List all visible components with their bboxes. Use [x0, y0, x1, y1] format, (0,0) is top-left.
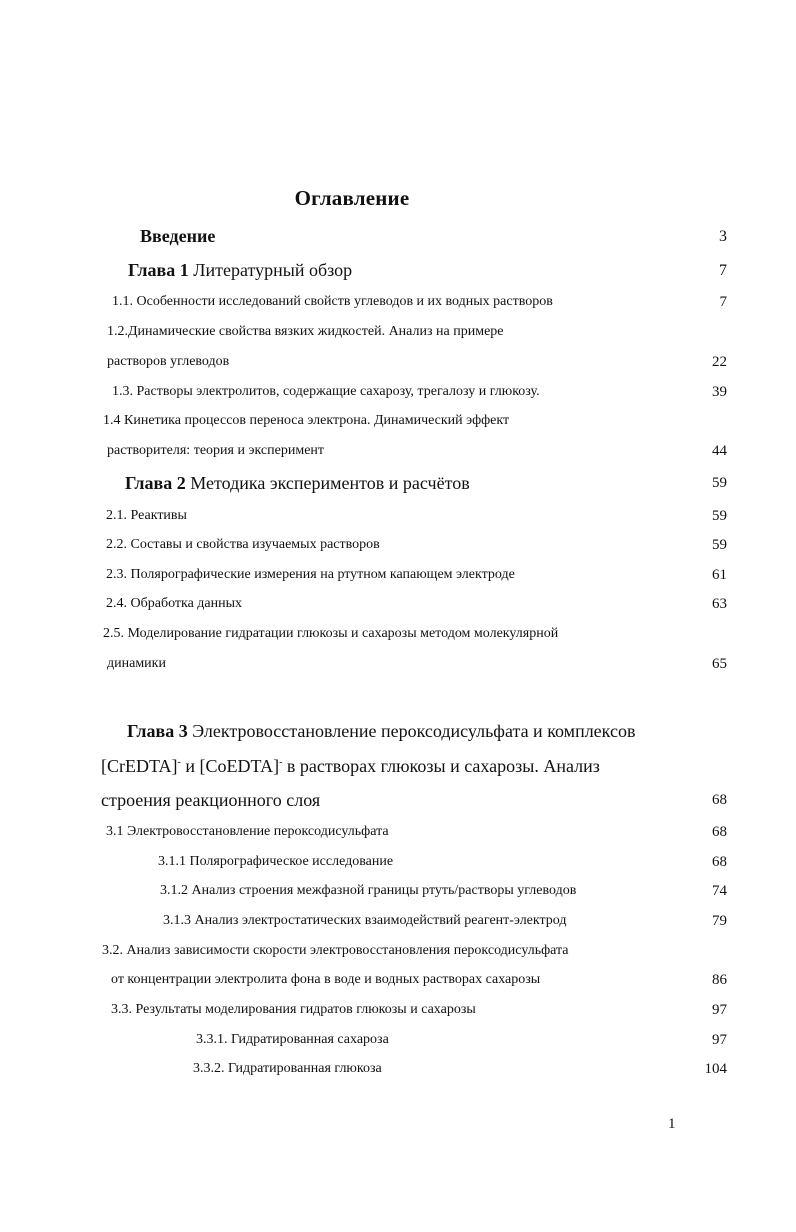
charge-sup: -	[177, 757, 181, 768]
toc-title: Оглавление	[294, 186, 410, 210]
charge-sup: -	[279, 757, 283, 768]
toc-entry	[106, 596, 242, 612]
entry-text: Полярографические измерения на ртутном капающем электроде	[130, 567, 515, 582]
toc-entry	[112, 384, 540, 400]
entry-text: Реактивы	[130, 508, 187, 523]
entry-text: Растворы электролитов, содержащие сахарозу, трегалозу и глюкозу.	[136, 384, 540, 399]
entry-number: 3.3.1.	[196, 1032, 228, 1047]
toc-entry	[160, 883, 576, 899]
page-number: 1	[668, 1116, 676, 1132]
toc-page-number: 97	[712, 1032, 727, 1048]
toc-entry-line: растворов углеводов	[107, 354, 230, 369]
toc-page-number: 59	[712, 508, 727, 524]
chapter-title: Литературный обзор	[193, 260, 353, 280]
chapter-label: Глава 3	[127, 721, 188, 741]
entry-text: Особенности исследований свойств углеводов и их водных растворов	[136, 294, 553, 309]
toc-entry-intro	[140, 226, 215, 247]
toc-intro-label: Введение	[140, 226, 216, 246]
entry-text: Электровосстановление пероксодисульфата	[127, 824, 389, 839]
entry-number: 1.1.	[112, 294, 133, 309]
toc-page-number: 65	[712, 656, 727, 672]
entry-number: 3.1.1	[158, 854, 186, 869]
toc-page-number: 61	[712, 567, 727, 583]
toc-page-number: 104	[704, 1061, 727, 1077]
entry-number: 3.1.3	[163, 913, 191, 928]
toc-page-number: 68	[712, 824, 727, 840]
toc-entry-chapter-1	[128, 260, 352, 281]
entry-text: Обработка данных	[130, 596, 243, 611]
toc-entry-line: 1.2.Динамические свойства вязких жидкостей. Анализ на примере	[107, 324, 504, 339]
toc-page-number: 39	[712, 384, 727, 400]
toc-entry	[112, 294, 553, 310]
toc-page-number: 7	[719, 294, 727, 310]
toc-entry	[106, 567, 515, 583]
entry-text: Составы и свойства изучаемых растворов	[130, 537, 380, 552]
toc-entry	[106, 537, 380, 553]
toc-page-number: 86	[712, 972, 727, 988]
entry-text: Анализ строения межфазной границы ртуть/растворы углеводов	[191, 883, 577, 898]
chapter-title: Методика экспериментов и расчётов	[190, 473, 470, 493]
conjunction: и	[185, 756, 196, 776]
entry-text: Гидратированная сахароза	[231, 1032, 389, 1047]
chapter-title-line-2	[101, 756, 600, 777]
toc-entry	[106, 824, 389, 840]
toc-page-number: 68	[712, 854, 727, 870]
toc-page-number: 79	[712, 913, 727, 929]
chapter-title-rest: в растворах глюкозы и сахарозы. Анализ	[286, 756, 600, 776]
toc-page-number: 68	[712, 792, 727, 808]
toc-page-number: 63	[712, 596, 727, 612]
toc-page-number: 7	[719, 262, 727, 279]
toc-entry-line: 1.4 Кинетика процессов переноса электрона. Динамический эффект	[103, 413, 510, 428]
toc-page-number: 44	[712, 443, 727, 459]
entry-number: 3.3.2.	[193, 1061, 225, 1076]
entry-text: Гидратированная глюкоза	[228, 1061, 382, 1076]
entry-number: 2.4.	[106, 596, 127, 611]
toc-entry-chapter-3	[127, 721, 635, 742]
entry-number: 3.1	[106, 824, 124, 839]
toc-entry	[196, 1032, 389, 1048]
toc-entry-line: 2.5. Моделирование гидратации глюкозы и сахарозы методом молекулярной	[103, 626, 559, 641]
entry-number: 3.3.	[111, 1002, 132, 1017]
toc-entry-line: динамики	[107, 656, 166, 671]
entry-number: 2.1.	[106, 508, 127, 523]
entry-text: Полярографическое исследование	[189, 854, 394, 869]
toc-entry	[163, 913, 567, 929]
complex-cr: [CrEDTA]	[101, 756, 178, 776]
chapter-label: Глава 1	[128, 260, 189, 280]
toc-page-number: 97	[712, 1002, 727, 1018]
toc-entry-line: 3.2. Анализ зависимости скорости электровосстановления пероксодисульфата	[102, 943, 569, 958]
toc-entry-line: от концентрации электролита фона в воде и водных растворах сахарозы	[111, 972, 541, 987]
toc-entry-line: растворителя: теория и эксперимент	[107, 443, 325, 458]
toc-page-number: 3	[719, 228, 727, 245]
toc-page-number: 59	[712, 537, 727, 553]
entry-number: 1.3.	[112, 384, 133, 399]
toc-entry	[111, 1002, 476, 1018]
entry-number: 3.1.2	[160, 883, 188, 898]
entry-number: 2.3.	[106, 567, 127, 582]
toc-entry	[106, 508, 187, 524]
toc-page-number: 74	[712, 883, 727, 899]
toc-entry-chapter-2	[125, 473, 470, 494]
toc-page-number: 59	[712, 475, 727, 491]
toc-entry	[158, 854, 393, 870]
chapter-title-line-1: Электровосстановление пероксодисульфата и комплексов	[192, 721, 636, 741]
entry-text: Анализ электростатических взаимодействий реагент-электрод	[194, 913, 567, 928]
entry-text: Результаты моделирования гидратов глюкозы и сахарозы	[135, 1002, 476, 1017]
chapter-title-line-3: строения реакционного слоя	[101, 790, 321, 810]
toc-page-number: 22	[712, 354, 727, 370]
entry-number: 2.2.	[106, 537, 127, 552]
toc-entry	[193, 1061, 382, 1077]
complex-co: [CoEDTA]	[199, 756, 280, 776]
chapter-label: Глава 2	[125, 473, 186, 493]
